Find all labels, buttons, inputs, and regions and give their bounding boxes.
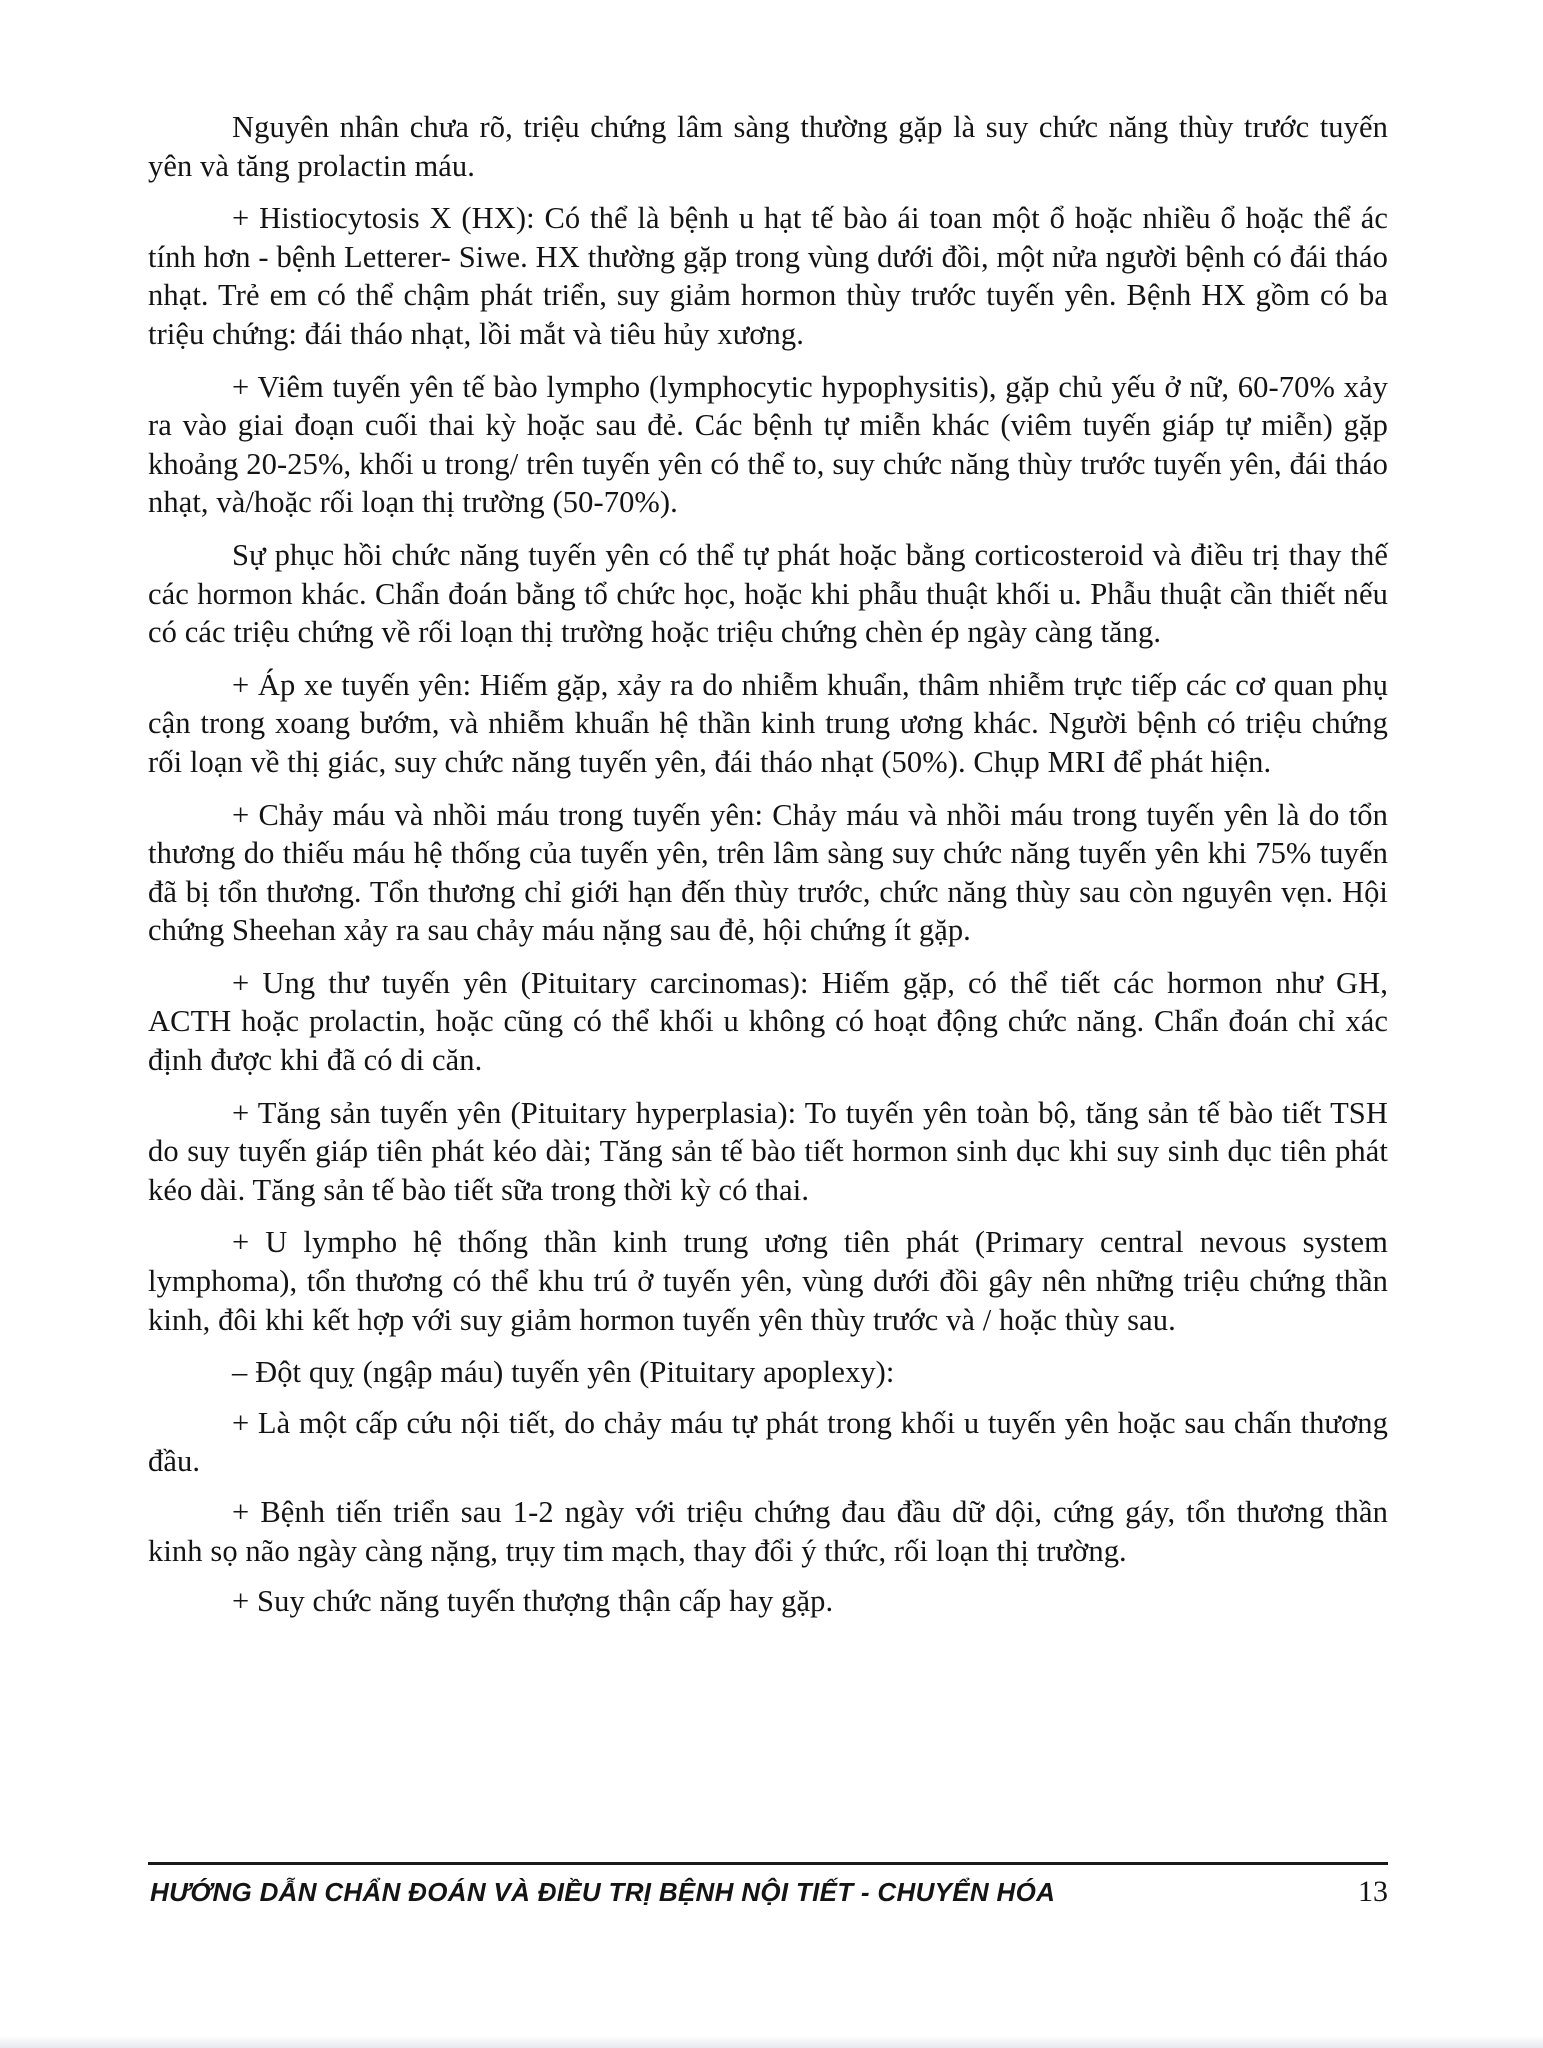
footer-divider: [148, 1862, 1388, 1865]
page-number: 13: [1358, 1875, 1388, 1908]
footer-book-title: HƯỚNG DẪN CHẨN ĐOÁN VÀ ĐIỀU TRỊ BỆNH NỘI TIẾT - CHUYỂN HÓA: [150, 1877, 1056, 1907]
paragraph-apoplexy-progression: + Bệnh tiến triển sau 1-2 ngày với triệu chứng đau đầu dữ dội, cứng gáy, tổn thương thần kinh sọ não ngày càng nặng, trụy tim mạch, thay đổi ý thức, rối loạn thị trường.: [148, 1495, 1388, 1568]
paragraph-lymphocytic-hypophysitis: + Viêm tuyến yên tế bào lympho (lymphocytic hypophysitis), gặp chủ yếu ở nữ, 60-70% xảy ra vào giai đoạn cuối thai kỳ hoặc sau đẻ. Các bệnh tự miễn khác (viêm tuyến giáp tự miễn) gặp khoảng 20-25%, khối u trong/ trên tuyến yên có thể to, suy chức năng thùy trước tuyến yên, đái tháo nhạt, và/hoặc rối loạn thị trường (50-70%).: [148, 369, 1388, 520]
paragraph-recovery: Sự phục hồi chức năng tuyến yên có thể tự phát hoặc bằng corticosteroid và điều trị thay thế các hormon khác. Chẩn đoán bằng tổ chức học, hoặc khi phẫu thuật khối u. Phẫu thuật cần thiết nếu có các triệu chứng về rối loạn thị trường hoặc triệu chứng chèn ép ngày càng tăng.: [148, 537, 1388, 650]
paragraph-histiocytosis: + Histiocytosis X (HX): Có thể là bệnh u hạt tế bào ái toan một ổ hoặc nhiều ổ hoặc thể ác tính hơn - bệnh Letterer- Siwe. HX thường gặp trong vùng dưới đồi, một nửa người bệnh có đái tháo nhạt. Trẻ em có thể chậm phát triển, suy giảm hormon thùy trước tuyến yên. Bệnh HX gồm có ba triệu chứng: đái tháo nhạt, lồi mắt và tiêu hủy xương.: [148, 201, 1388, 351]
paragraph-adrenal-insufficiency: + Suy chức năng tuyến thượng thận cấp hay gặp.: [232, 1584, 834, 1619]
scan-edge: [0, 2036, 1543, 2048]
paragraph-pituitary-hyperplasia: + Tăng sản tuyến yên (Pituitary hyperplasia): To tuyến yên toàn bộ, tăng sản tế bào tiết TSH do suy tuyến giáp tiên phát kéo dài; Tăng sản tế bào tiết hormon sinh dục khi suy sinh dục tiên phát kéo dài. Tăng sản tế bào tiết sữa trong thời kỳ có thai.: [148, 1095, 1388, 1207]
page-body: [148, 108, 1388, 1633]
paragraph-hemorrhage-infarction: + Chảy máu và nhồi máu trong tuyến yên: Chảy máu và nhồi máu trong tuyến yên là do tổn thương do thiếu máu hệ thống của tuyến yên, trên lâm sàng suy chức năng tuyến yên khi 75% tuyến đã bị tổn thương. Tổn thương chỉ giới hạn đến thùy trước, chức năng thùy sau còn nguyên vẹn. Hội chứng Sheehan xảy ra sau chảy máu nặng sau đẻ, hội chứng ít gặp.: [148, 797, 1388, 948]
paragraph-cause-unclear: Nguyên nhân chưa rõ, triệu chứng lâm sàng thường gặp là suy chức năng thùy trước tuyến yên và tăng prolactin máu.: [148, 110, 1388, 183]
paragraph-apoplexy-emergency: + Là một cấp cứu nội tiết, do chảy máu tự phát trong khối u tuyến yên hoặc sau chấn thương đầu.: [148, 1405, 1388, 1479]
paragraph-cns-lymphoma: + U lympho hệ thống thần kinh trung ương tiên phát (Primary central nevous system lymphoma), tổn thương có thể khu trú ở tuyến yên, vùng dưới đồi gây nên những triệu chứng thần kinh, đôi khi kết hợp với suy giảm hormon tuyến yên thùy trước và / hoặc thùy sau.: [148, 1225, 1388, 1337]
paragraph-pituitary-abscess: + Áp xe tuyến yên: Hiếm gặp, xảy ra do nhiễm khuẩn, thâm nhiễm trực tiếp các cơ quan phụ cận trong xoang bướm, và nhiễm khuẩn hệ thần kinh trung ương khác. Người bệnh có triệu chứng rối loạn về thị giác, suy chức năng tuyến yên, đái tháo nhạt (50%). Chụp MRI để phát hiện.: [148, 667, 1388, 779]
paragraph-apoplexy-heading: – Đột quỵ (ngập máu) tuyến yên (Pituitary apoplexy):: [232, 1355, 895, 1390]
paragraph-pituitary-carcinoma: + Ung thư tuyến yên (Pituitary carcinomas): Hiếm gặp, có thể tiết các hormon như GH, ACTH hoặc prolactin, hoặc cũng có thể khối u không có hoạt động chức năng. Chẩn đoán chỉ xác định được khi đã có di căn.: [148, 965, 1388, 1078]
